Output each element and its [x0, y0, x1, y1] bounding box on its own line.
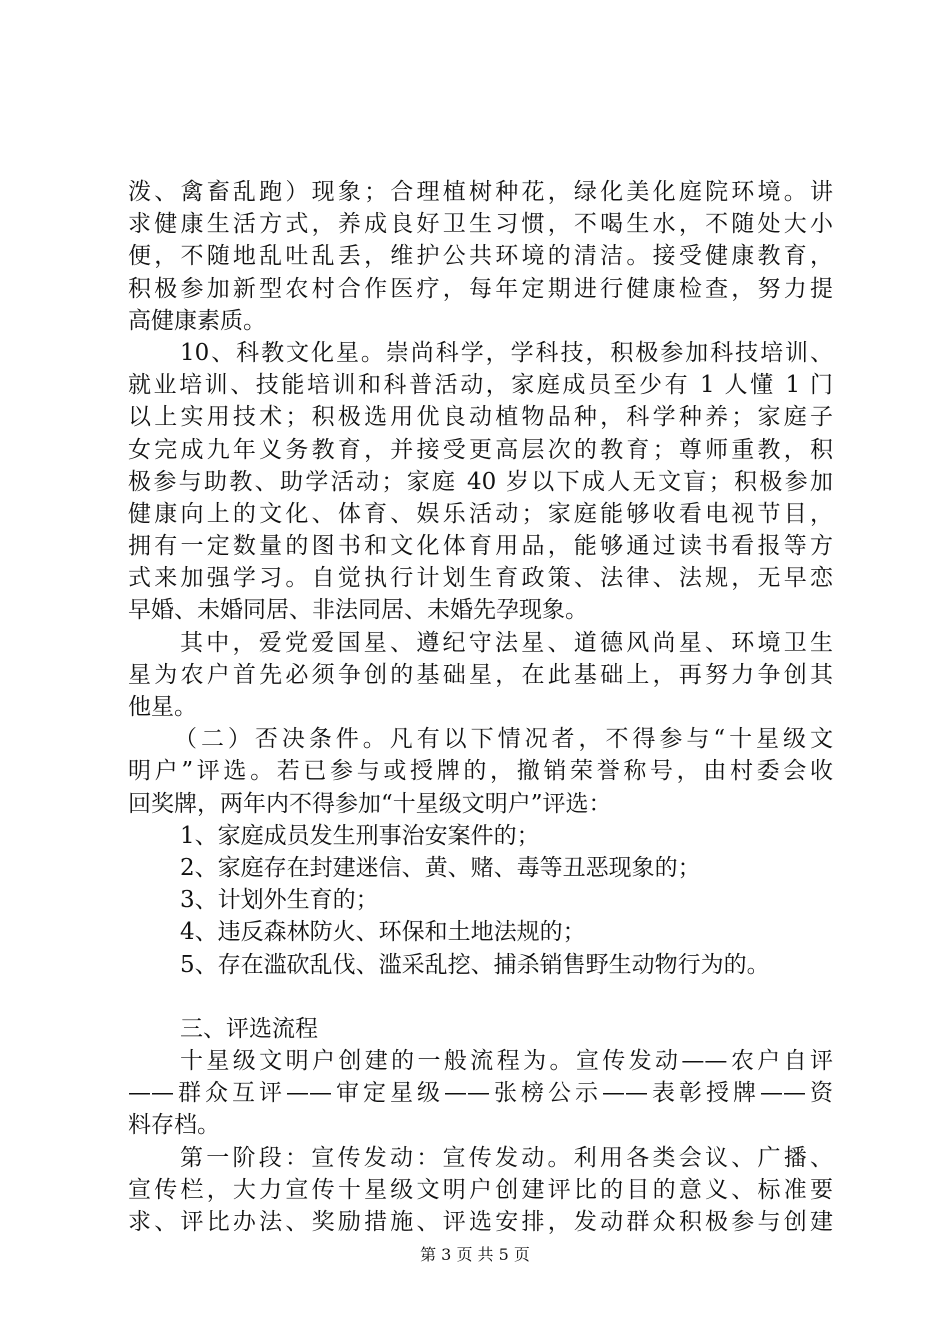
text-line: 回奖牌，两年内不得参加“十星级文明户”评选：	[128, 790, 612, 817]
text-line: 拥有一定数量的图书和文化体育用品，能够通过读书看报等方	[128, 533, 833, 560]
text-line: 便，不随地乱吐乱丢，维护公共环境的清洁。接受健康教育，	[128, 243, 833, 270]
text-line: 积极参加新型农村合作医疗，每年定期进行健康检查，努力提	[128, 275, 833, 302]
page-footer: 第 3 页 共 5 页	[420, 1245, 530, 1264]
list-item: 4、违反森林防火、环保和土地法规的；	[180, 919, 586, 946]
text-line: 式来加强学习。自觉执行计划生育政策、法律、法规，无早恋	[128, 565, 833, 592]
text-line: 泼、禽畜乱跑）现象；合理植树种花，绿化美化庭院环境。讲	[128, 179, 833, 205]
text-line: 早婚、未婚同居、非法同居、未婚先孕现象。	[128, 597, 588, 624]
text-line: （二）否决条件。凡有以下情况者，不得参与“十星级文	[174, 726, 833, 753]
text-line: 10、科教文化星。崇尚科学，学科技，积极参加科技培训、	[180, 339, 833, 366]
text-line: 极参与助教、助学活动；家庭 40 岁以下成人无文盲；积极参加	[128, 468, 833, 495]
text-line: 健康向上的文化、体育、娱乐活动；家庭能够收看电视节目，	[128, 500, 833, 527]
text-line: 以上实用技术；积极选用优良动植物品种，科学种养；家庭子	[128, 404, 833, 431]
list-item: 5、存在滥砍乱伐、滥采乱挖、捕杀销售野生动物行为的。	[180, 951, 770, 978]
list-item: 3、计划外生育的；	[180, 887, 379, 914]
text-line: 求、评比办法、奖励措施、评选安排，发动群众积极参与创建	[128, 1209, 833, 1235]
text-line: 明户”评选。若已参与或授牌的，撤销荣誉称号，由村委会收	[128, 758, 833, 785]
text-line: 他星。	[128, 694, 197, 720]
text-line: 高健康素质。	[128, 307, 266, 334]
list-item: 2、家庭存在封建迷信、黄、赌、毒等丑恶现象的；	[180, 854, 701, 881]
text-line: 其中，爱党爱国星、遵纪守法星、道德风尚星、环境卫生	[180, 629, 833, 656]
text-line: 料存档。	[128, 1112, 220, 1139]
list-item: 1、家庭成员发生刑事治安案件的；	[180, 822, 540, 849]
text-line: 女完成九年义务教育，并接受更高层次的教育；尊师重教，积	[128, 436, 833, 463]
text-line: 宣传栏，大力宣传十星级文明户创建评比的目的意义、标准要	[128, 1176, 833, 1203]
text-line: 星为农户首先必须争创的基础星，在此基础上，再努力争创其	[128, 661, 833, 688]
text-line: 十星级文明户创建的一般流程为。宣传发动——农户自评	[180, 1048, 833, 1075]
text-line: 第一阶段：宣传发动：宣传发动。利用各类会议、广播、	[180, 1144, 833, 1171]
text-line: 求健康生活方式，养成良好卫生习惯，不喝生水，不随处大小	[128, 211, 833, 238]
blank-line	[128, 981, 833, 1013]
text-line: 就业培训、技能培训和科普活动，家庭成员至少有 1 人懂 1 门	[128, 372, 833, 399]
section-heading: 三、评选流程	[180, 1015, 318, 1042]
text-line: ——群众互评——审定星级——张榜公示——表彰授牌——资	[128, 1080, 833, 1107]
body-text	[128, 176, 833, 1238]
